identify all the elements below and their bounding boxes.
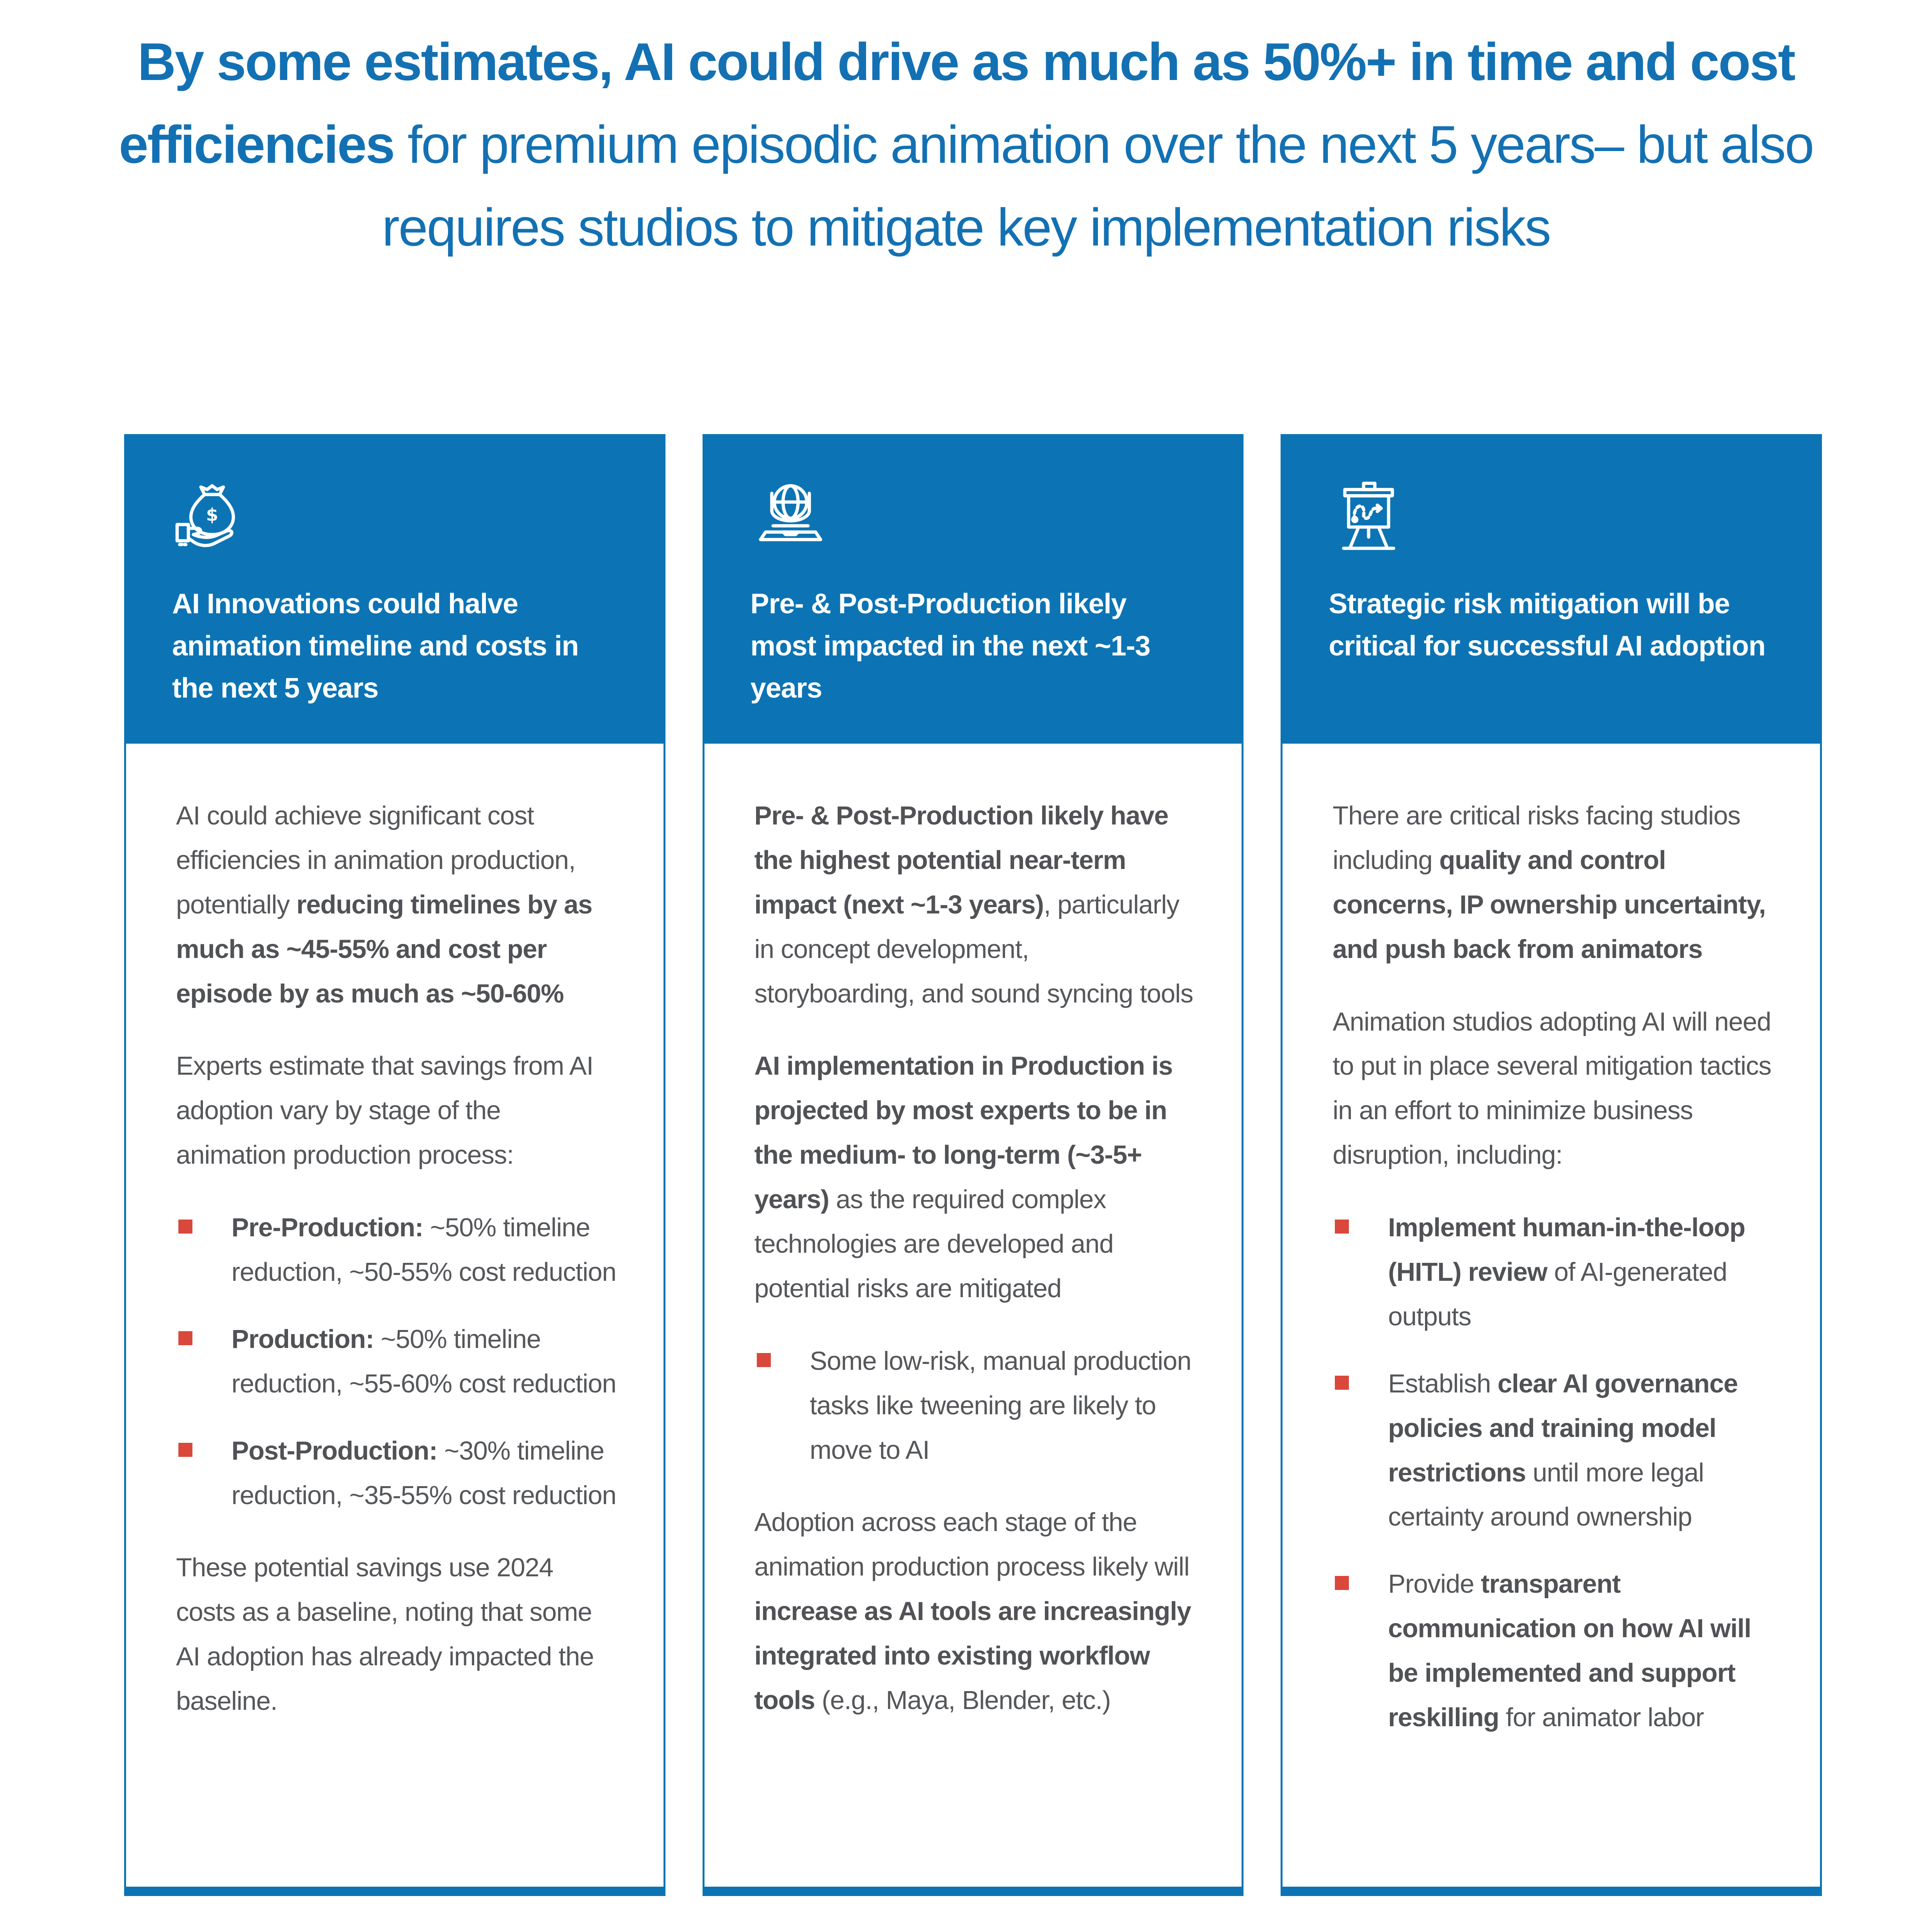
bullet-text: Implement human-in-the-loop (HITL) review of AI-generated outputs (1388, 1213, 1745, 1331)
paragraph: AI could achieve significant cost efficiencies in animation production, potentially reducing timelines by as much as ~45-55% and cost per episode by as much as ~50-60% (176, 801, 592, 1008)
bullet-square-icon (1335, 1576, 1349, 1590)
bullet-text: Provide transparent communication on how AI will be implemented and support reskilling for animator labor (1388, 1569, 1751, 1732)
bullet-square-icon (757, 1353, 771, 1367)
paragraph: Adoption across each stage of the animation production process likely will increase as AI tools are increasingly integrated into existing workflow tools (e.g., Maya, Blender, etc.) (754, 1508, 1191, 1715)
card-impact-title: Pre- & Post-Production likely most impacted in the next ~1-3 years (750, 588, 1150, 704)
bullet-list (176, 1205, 617, 1517)
paragraph: Animation studios adopting AI will need to put in place several mitigation tactics in an effort to minimize business disruption, including: (1332, 1007, 1771, 1170)
card-risk-header (1283, 436, 1820, 744)
bullet-square-icon (1335, 1376, 1349, 1390)
bullet-item (1332, 1362, 1773, 1540)
bullet-list (754, 1339, 1195, 1472)
bullet-item (1332, 1205, 1773, 1339)
bullet-square-icon (178, 1220, 192, 1234)
card-risk-body (1283, 744, 1820, 1887)
cards-row (124, 434, 1822, 1896)
paragraph: AI implementation in Production is projected by most experts to be in the medium- to long-term (~3-5+ years) as the required complex technologies are developed and potential risks are mitigated (754, 1051, 1173, 1303)
card-risk-mitigation (1281, 434, 1822, 1896)
bullet-item (176, 1317, 617, 1406)
money-bag-in-hand-icon (172, 477, 252, 557)
card-near-term-impact (703, 434, 1244, 1896)
paragraph: There are critical risks facing studios including quality and control concerns, IP ownership uncertainty, and push back from animators (1332, 801, 1766, 964)
page-title-bold: By some estimates, AI could drive as much as 50%+ in time and cost efficiencies (119, 32, 1795, 174)
card-impact-header (704, 436, 1242, 744)
card-cost-title: AI Innovations could halve animation timeline and costs in the next 5 years (172, 588, 579, 704)
bullet-item (1332, 1562, 1773, 1740)
bullet-text: Pre-Production: ~50% timeline reduction, ~50-55% cost reduction (231, 1213, 616, 1287)
bullet-square-icon (178, 1443, 192, 1457)
bullet-item (176, 1205, 617, 1294)
card-cost-body (126, 744, 664, 1887)
bullet-text: Some low-risk, manual production tasks like tweening are likely to move to AI (809, 1346, 1191, 1465)
bullet-item (754, 1339, 1195, 1472)
card-impact-body (704, 744, 1242, 1887)
bullet-text: Post-Production: ~30% timeline reduction, ~35-55% cost reduction (231, 1436, 616, 1510)
bullet-square-icon (178, 1331, 192, 1345)
paragraph: Experts estimate that savings from AI adoption vary by stage of the animation production process: (176, 1051, 593, 1170)
bullet-square-icon (1335, 1220, 1349, 1234)
bullet-text: Production: ~50% timeline reduction, ~55-60% cost reduction (231, 1324, 616, 1398)
svg-text:$: $ (206, 504, 219, 525)
card-cost-header (126, 436, 664, 744)
bullet-item (176, 1429, 617, 1518)
bullet-list (1332, 1205, 1773, 1740)
card-risk-title: Strategic risk mitigation will be critical for successful AI adoption (1329, 588, 1765, 662)
strategy-board-icon (1329, 477, 1409, 557)
paragraph: These potential savings use 2024 costs as a baseline, noting that some AI adoption has already impacted the baseline. (176, 1553, 594, 1716)
bullet-text: Establish clear AI governance policies and training model restrictions until more legal certainty around ownership (1388, 1369, 1738, 1532)
page-title-regular: for premium episodic animation over the next 5 years– but also requires studios to mitigate key implementation risks (382, 115, 1813, 257)
card-cost-efficiency (124, 434, 665, 1896)
globe-on-laptop-icon (751, 477, 831, 557)
page-title (76, 20, 1856, 269)
paragraph: Pre- & Post-Production likely have the highest potential near-term impact (next ~1-3 years), particularly in concept development, storyboarding, and sound syncing tools (754, 801, 1193, 1008)
